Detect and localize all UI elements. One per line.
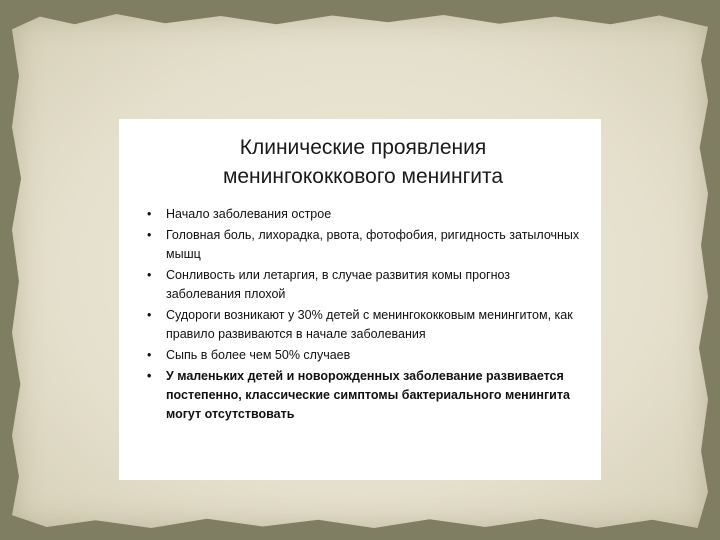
- bullet-item: • Сыпь в более чем 50% случаев: [145, 346, 581, 365]
- bullet-item: • Сонливость или летаргия, в случае развития комы прогноз заболевания плохой: [145, 266, 581, 304]
- slide-content: [119, 119, 601, 480]
- title-line-2: менингококкового менингита: [222, 165, 504, 188]
- title-line-1: Клинические проявления: [239, 136, 487, 159]
- bullet-item: • Головная боль, лихорадка, рвота, фотофобия, ригидность затылочных мышц: [145, 226, 581, 264]
- bullet-item: • Начало заболевания острое: [145, 205, 581, 224]
- bullet-item: • Судороги возникают у 30% детей с менингококковым менингитом, как правило развиваются в начале заболевания: [145, 306, 581, 344]
- bullet-item-emphasis: • У маленьких детей и новорожденных заболевание развивается постепенно, классические симптомы бактериального менингита могут отсутствовать: [145, 367, 581, 424]
- bullet-list: [145, 205, 581, 424]
- slide-title: [145, 133, 581, 191]
